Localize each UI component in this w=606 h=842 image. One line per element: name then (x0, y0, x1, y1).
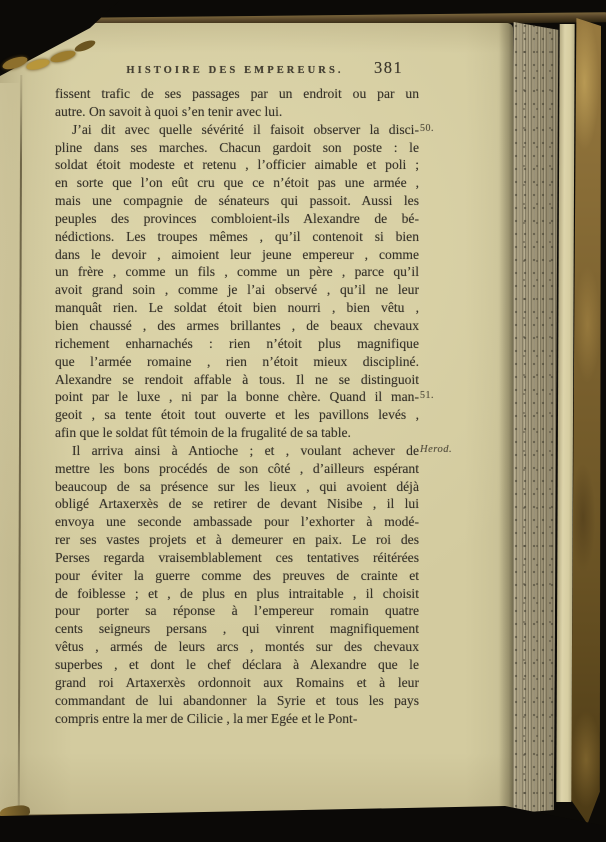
body-line: que l’armée romaine , rien n’étoit mieux discipliné. (55, 353, 419, 369)
body-line: richement enharnachés : rien n’étoit plus magnifique (55, 335, 419, 351)
body-line: point par le luxe , ni par la bonne chère. Quand il man- (55, 389, 419, 405)
body-line: Perses regarda vraisemblablement ces tentatives réitérées (55, 549, 419, 565)
body-line: envoya une seconde ambassade pour l’exhorter à modé- (55, 514, 419, 530)
body-line: Alexandre se rendoit affable à tous. Il ne se distinguoit (55, 371, 419, 387)
body-text (55, 85, 419, 727)
body-line: vêtus , armés de leurs arcs , montés sur des chevaux (55, 639, 419, 655)
body-line: peuples des provinces combloient-ils Alexandre de bé- (55, 210, 419, 226)
body-line: superbes , et dont le chef déclara à Alexandre que le (55, 657, 419, 672)
page-edge-shadow (499, 23, 513, 817)
body-line: afin que le soldat fût témoin de la frugalité de sa table. (55, 425, 351, 441)
margin-note: 51. (420, 390, 434, 402)
body-line: geoit , sa tente étoit tout ouverte et les pavillons levés , (55, 407, 419, 423)
body-line: en sorte que l’on eût cru que ce n’étoit pas une armée , (55, 175, 419, 191)
body-line: mais une compagnie de sénateurs qui passoit. Aussi les (55, 193, 419, 209)
body-line: compris entre la mer de Cilicie , la mer Egée et le Pont- (55, 710, 358, 726)
body-line: J’ai dit avec quelle sévérité il faisoit observer la disci- (72, 121, 419, 137)
body-line: pour éviter la guerre comme des preuves de crainte et (55, 567, 419, 583)
book-cover-edge (571, 18, 601, 824)
body-line: mettre les bons procédés de son côté , d’ailleurs espérant (55, 460, 419, 476)
body-line: obligé Artaxerxès de se retirer de devant Nisibe , il lui (55, 496, 419, 512)
body-line: de foiblesse ; et , de plus en plus intraitable , il choisit (55, 585, 419, 601)
body-line: autre. On savoit à quoi s’en tenir avec lui. (55, 103, 283, 119)
body-line: nédictions. Les troupes mêmes , qu’il contenoit si bien (55, 228, 419, 244)
body-line: un frère , comme un fils , comme un père , parce qu’il (55, 264, 419, 280)
body-line: fissent trafic de ses passages par un endroit ou par un (55, 86, 419, 101)
page-number: 381 (374, 58, 404, 77)
body-line: rer ses vastes projets et à demeurer en paix. Le roi des (55, 532, 419, 548)
body-line: bien chaussé , des armes brillantes , de beaux chevaux (55, 317, 419, 333)
gutter-highlight (0, 83, 19, 813)
body-line: pline dans ses marches. Chacun gardoit son poste : le (55, 139, 419, 155)
body-line: dans le devoir , aimoient leur jeune empereur , comme (55, 246, 419, 262)
running-title: HISTOIRE DES EMPEREURS. (126, 65, 344, 76)
body-line: soldat étoit modeste et retenu , l’officier aimable et poli ; (55, 157, 419, 173)
body-line: avoit grand soin , comme je l’ai observé , qu’il ne leur (55, 282, 419, 298)
body-line: pour porter sa réponse à l’empereur romain quatre (55, 603, 419, 619)
body-line: commandant de lui abandonner la Syrie et tous les pays (55, 692, 419, 708)
body-line: grand roi Artaxerxès ordonnoit aux Romains et à leur (55, 674, 419, 690)
body-line: Il arriva ainsi à Antioche ; et , voulant achever de (72, 442, 419, 458)
margin-note: Herod. (420, 444, 453, 455)
body-line: manquât rien. Le soldat étoit bien nourri , bien vêtu , (55, 300, 419, 316)
margin-note: 50. (420, 122, 434, 134)
body-line: cents seigneurs persans , qui vinrent magnifiquement (55, 621, 419, 637)
body-line: beaucoup de sa présence sur les lieux , qui avoient déjà (55, 478, 419, 494)
